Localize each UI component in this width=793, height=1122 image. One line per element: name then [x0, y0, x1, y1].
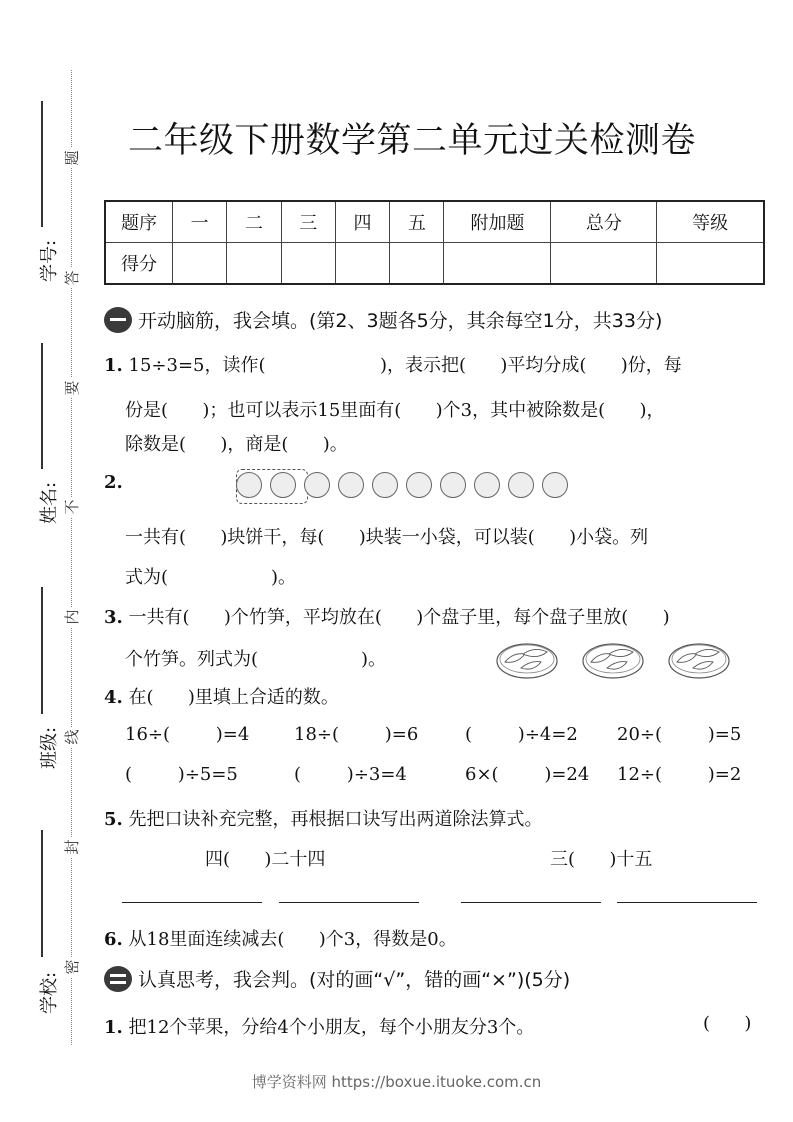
score-table-column: 等级	[657, 201, 764, 243]
q5-rhyme-2: 三( )十五	[550, 849, 653, 870]
judgment-answer-box[interactable]: ( )	[703, 1013, 752, 1034]
q4-item: 18÷( )=6	[294, 724, 419, 745]
score-table-column: 三	[281, 201, 335, 243]
score-table	[104, 200, 765, 285]
bamboo-shoot-plate-icon	[495, 640, 559, 680]
section-number-badge-two	[104, 966, 132, 992]
score-cell[interactable]	[335, 243, 389, 285]
score-cell[interactable]	[281, 243, 335, 285]
q1-line-2: 份是( )；也可以表示15里面有( )个3，其中被除数是( )，	[125, 400, 665, 421]
s2-q1-line	[104, 1013, 534, 1039]
q4-item: ( )÷5=5	[125, 764, 238, 785]
answer-blank-line[interactable]	[617, 902, 757, 903]
score-table-column: 一	[173, 201, 227, 243]
question-text: 一共有( )个竹笋，平均放在( )个盘子里，每个盘子里放( )	[128, 607, 670, 628]
q5-prompt	[104, 805, 543, 831]
q6-line	[104, 925, 457, 951]
q4-item: 20÷( )=5	[617, 724, 742, 745]
score-table-header-row	[105, 201, 764, 243]
section-2-heading	[104, 965, 570, 992]
cookie-row	[236, 472, 568, 498]
score-table-header-label: 题序	[105, 201, 173, 243]
q1-line-3: 除数是( )，商是( )。	[125, 434, 348, 455]
q2-line-2: 式为( )。	[125, 567, 297, 588]
class-label: 班级:	[39, 726, 60, 770]
student-id-input-line[interactable]	[41, 101, 43, 227]
section-number-badge-one	[104, 307, 132, 333]
question-text: 15÷3=5，读作( )，表示把( )平均分成( )份，每	[128, 355, 682, 376]
q3-line-2: 个竹笋。列式为( )。	[125, 649, 387, 670]
question-number: 6.	[104, 929, 123, 950]
seal-char: 要	[62, 378, 82, 398]
answer-blank-line[interactable]	[122, 902, 262, 903]
score-cell[interactable]	[227, 243, 281, 285]
class-input-line[interactable]	[41, 587, 43, 714]
score-cell[interactable]	[657, 243, 764, 285]
cookie-icon	[406, 472, 432, 498]
question-number: 3.	[104, 607, 123, 628]
q4-item: ( )÷4=2	[465, 724, 578, 745]
q4-item: 6×( )=24	[465, 764, 590, 785]
question-number: 1.	[104, 1017, 123, 1038]
cookie-icon	[236, 472, 262, 498]
q2-number	[104, 472, 123, 493]
score-table-column: 附加题	[444, 201, 551, 243]
score-cell[interactable]	[551, 243, 657, 285]
seal-char: 内	[62, 607, 82, 627]
question-number: 1.	[104, 355, 123, 376]
q3-line-1	[104, 603, 670, 629]
question-text: 在( )里填上合适的数。	[128, 687, 339, 708]
section-1-heading	[104, 306, 662, 333]
seal-char: 不	[62, 497, 82, 517]
q4-item: ( )÷3=4	[294, 764, 407, 785]
score-table-column: 四	[335, 201, 389, 243]
score-table-score-row	[105, 243, 764, 285]
q4-item: 16÷( )=4	[125, 724, 250, 745]
cookie-icon	[270, 472, 296, 498]
school-label: 学校:	[39, 971, 60, 1015]
question-number: 4.	[104, 687, 123, 708]
question-number: 2.	[104, 472, 123, 493]
plate-row	[495, 640, 731, 680]
cookie-icon	[508, 472, 534, 498]
score-table-score-label: 得分	[105, 243, 173, 285]
question-number: 5.	[104, 809, 123, 830]
section-2-title: 认真思考，我会判。(对的画“√”，错的画“×”)(5分)	[138, 969, 571, 991]
footer-watermark: 博学资料网 https://boxue.ituoke.com.cn	[251, 1073, 542, 1091]
q1-line-1	[104, 351, 682, 377]
seal-char: 答	[62, 268, 82, 288]
score-table-column: 总分	[551, 201, 657, 243]
q4-item: 12÷( )=2	[617, 764, 742, 785]
answer-blank-line[interactable]	[279, 902, 419, 903]
cookie-icon	[338, 472, 364, 498]
score-cell[interactable]	[173, 243, 227, 285]
q4-prompt	[104, 683, 339, 709]
question-text: 把12个苹果，分给4个小朋友，每个小朋友分3个。	[128, 1017, 535, 1038]
score-cell[interactable]	[444, 243, 551, 285]
cookie-icon	[304, 472, 330, 498]
page-title: 二年级下册数学第二单元过关检测卷	[128, 121, 697, 161]
q5-rhyme-1: 四( )二十四	[205, 849, 326, 870]
seal-char: 封	[62, 837, 82, 857]
q2-line-1: 一共有( )块饼干，每( )块装一小袋，可以装( )小袋。列	[125, 527, 649, 548]
student-id-label: 学号:	[39, 239, 60, 283]
question-text: 先把口诀补充完整，再根据口诀写出两道除法算式。	[128, 809, 543, 830]
name-label: 姓名:	[39, 481, 60, 525]
cookie-icon	[542, 472, 568, 498]
name-input-line[interactable]	[41, 343, 43, 469]
seal-dotted-line	[71, 70, 72, 1045]
bamboo-shoot-plate-icon	[667, 640, 731, 680]
answer-blank-line[interactable]	[461, 902, 601, 903]
cookie-icon	[440, 472, 466, 498]
cookie-icon	[372, 472, 398, 498]
seal-char: 题	[62, 148, 82, 168]
question-text: 从18里面连续减去( )个3，得数是0。	[128, 929, 457, 950]
seal-char: 密	[62, 957, 82, 977]
score-table-column: 二	[227, 201, 281, 243]
score-table-column: 五	[390, 201, 444, 243]
school-input-line[interactable]	[41, 830, 43, 957]
seal-char: 线	[62, 727, 82, 747]
score-cell[interactable]	[390, 243, 444, 285]
bamboo-shoot-plate-icon	[581, 640, 645, 680]
section-1-title: 开动脑筋，我会填。(第2、3题各5分，其余每空1分，共33分)	[138, 310, 663, 332]
cookie-icon	[474, 472, 500, 498]
